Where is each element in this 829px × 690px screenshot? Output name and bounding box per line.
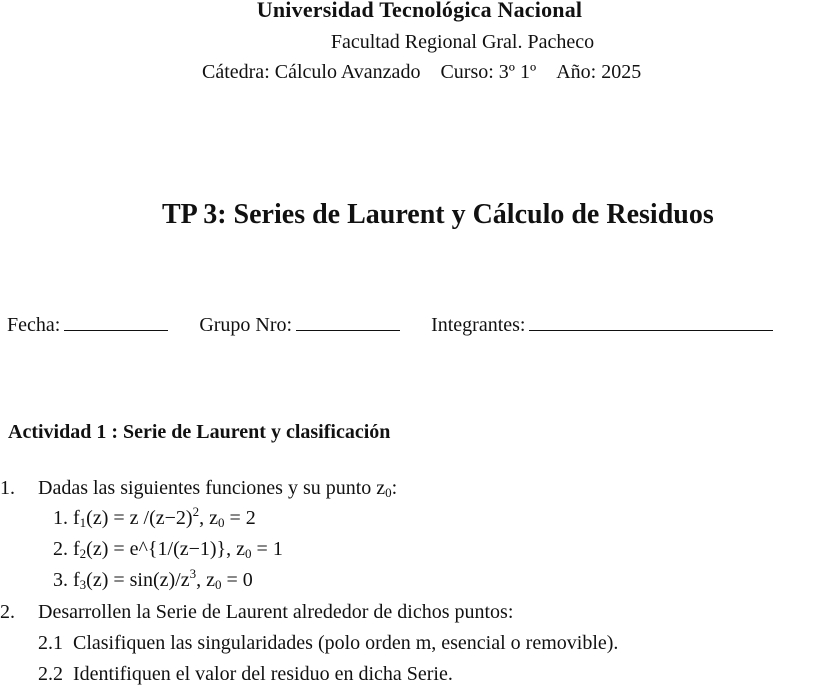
point-value: = 1 xyxy=(251,538,283,560)
item-text: Dadas las siguientes funciones y su punto z xyxy=(38,477,386,499)
course-info xyxy=(202,61,661,84)
faculty-name: Facultad Regional Gral. Pacheco xyxy=(330,31,595,53)
subscript: 0 xyxy=(217,515,225,530)
form-row xyxy=(7,314,773,337)
list-item-2 xyxy=(0,601,513,624)
item-text: Desarrollen la Serie de Laurent alrededor de dichos puntos: xyxy=(38,601,514,623)
grupo-field[interactable] xyxy=(296,316,400,331)
function-expression: (z) = z /(z−2) xyxy=(86,507,193,529)
point-label: , z xyxy=(196,569,216,591)
function-number: 1. xyxy=(53,507,68,529)
point-label: , z xyxy=(199,507,218,529)
subscript: 0 xyxy=(215,577,222,592)
fecha-field[interactable] xyxy=(64,316,168,331)
item-number: 1. xyxy=(0,477,15,499)
subscript: 3 xyxy=(79,577,87,592)
function-item-2 xyxy=(53,538,283,561)
integrantes-label: Integrantes: xyxy=(431,314,526,336)
function-item-1 xyxy=(53,504,256,530)
item-text-end: : xyxy=(391,477,398,499)
curso: Curso: 3º 1º xyxy=(440,61,537,83)
catedra: Cátedra: Cálculo Avanzado xyxy=(202,61,421,83)
function-number: 3. xyxy=(53,569,68,591)
integrantes-field[interactable] xyxy=(529,316,773,331)
subitem-text: Clasifiquen las singularidades (polo orden m, esencial o removible). xyxy=(73,632,619,654)
function-name: f xyxy=(73,507,80,529)
point-value: = 2 xyxy=(224,507,256,529)
function-expression: (z) = sin(z)/z xyxy=(86,569,190,591)
activity-heading: Actividad 1 : Serie de Laurent y clasificación xyxy=(8,421,391,443)
function-name: f xyxy=(73,569,80,591)
function-expression: (z) = e^{1/(z−1)} xyxy=(86,538,227,560)
superscript: 3 xyxy=(189,566,197,581)
subscript: 2 xyxy=(79,546,87,561)
point-value: = 0 xyxy=(221,569,253,591)
subscript: 0 xyxy=(385,485,392,500)
subitem-text: Identifiquen el valor del residuo en dicha Serie. xyxy=(73,663,453,685)
anio: Año: 2025 xyxy=(556,61,642,83)
subitem-number: 2.1 xyxy=(38,632,63,654)
subitem-number: 2.2 xyxy=(38,663,63,685)
item-number: 2. xyxy=(0,601,15,623)
fecha-label: Fecha: xyxy=(7,314,61,336)
point-label: , z xyxy=(226,538,246,560)
superscript: 2 xyxy=(192,504,200,519)
list-item-1 xyxy=(0,477,397,500)
page-title: TP 3: Series de Laurent y Cálculo de Residuos xyxy=(162,199,714,230)
grupo-label: Grupo Nro: xyxy=(199,314,293,336)
function-number: 2. xyxy=(53,538,68,560)
function-item-3 xyxy=(53,566,253,592)
subitem-2-2 xyxy=(38,663,453,686)
subitem-2-1 xyxy=(38,632,618,655)
subscript: 0 xyxy=(245,546,252,561)
function-name: f xyxy=(73,538,80,560)
university-name: Universidad Tecnológica Nacional xyxy=(256,0,583,22)
subscript: 1 xyxy=(79,515,87,530)
